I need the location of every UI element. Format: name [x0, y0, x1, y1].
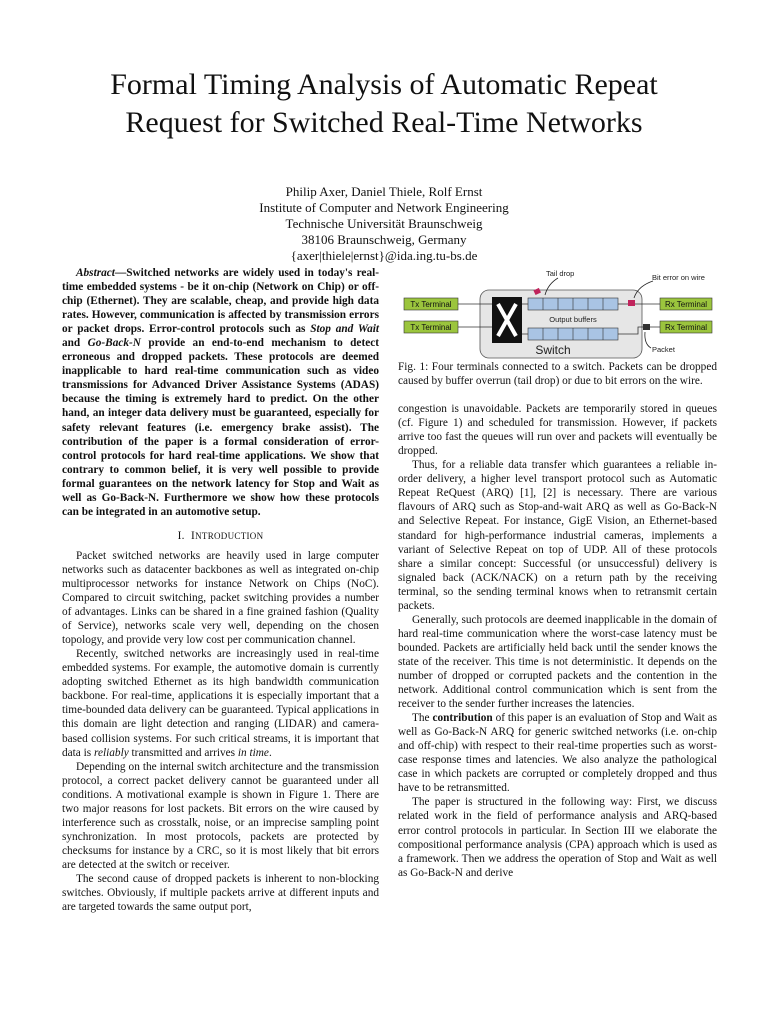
contrib-text-a: The [412, 712, 433, 725]
contribution-paragraph [398, 711, 717, 795]
abstract-text-3: provide an end-to-end mechanism to detect erroneous and dropped packets. These protocols are deemed inapplicable to hard real-time communication such as video transmissions for Advanced Driver Assistance Systems (ADAS) because the timing is extremely hard to predict. On the other hand, an integer data delivery must be guaranteed, especially for safety relevant features (i.e. emergency brake assist). The contribution of the paper is a formal consideration of error-control protocols for hard real-time applications. We show that contrary to common belief, it is very well possible to provide formal guarantees on the network latency for Stop and Wait as well as Go-Back-N. Furthermore we show how these protocols can be integrated in an automotive setup. [62, 337, 379, 518]
abstract-dash: — [114, 267, 127, 279]
left-column [62, 266, 379, 914]
right-paragraph-1: congestion is unavoidable. Packets are temporarily stored in queues (cf. Figure 1) and scheduled for transmission. However, if packets arrive too fast the queues will run over and packets will eventually be dropped. [398, 403, 717, 458]
tx-terminal-1-label: Tx Terminal [410, 300, 452, 309]
p2-italic-2: in time [237, 746, 269, 759]
title-line-2: Request for Switched Real-Time Networks [125, 106, 643, 139]
figure-1 [398, 266, 717, 360]
structure-paragraph: The paper is structured in the following way: First, we discuss related work in the field of performance analysis and ARQ-based error control protocols in particular. In Section III we elaborate the compositional performance analysis (CPA) approach which is used as a framework. Then we address the operation of Stop and Wait as well as Go-Back-N and derive [398, 796, 717, 879]
section-title-rest: NTRODUCTION [195, 530, 264, 541]
contrib-text-c: of this paper is an evaluation of Stop and Wait as well as Go-Back-N ARQ for generic switched networks (i.e. on-chip and off-chip) with respect to their real-time properties such as worst-case response times and latencies. We also analyze the pathological case in which packets are corrupted or completely dropped and thus have to be retransmitted. [398, 712, 717, 795]
packet-label: Packet [652, 345, 675, 354]
abstract [62, 266, 379, 519]
intro-paragraph-3: Depending on the internal switch architecture and the transmission protocol, a correct packet delivery cannot be guaranteed under all conditions. A motivational example is shown in Figure 1. There are two major reasons for lost packets. Bit errors on the wire caused by interference such as crosstalk, noise, or an imprecise sampling point synchronization. In most protocols, packets are protected by checksums for instance by a CRC, so it is most likely that bit errors are detected at the switch or receiver. [62, 760, 379, 871]
university: Technische Universität Braunschweig [285, 216, 483, 231]
abstract-italic-1: Stop and Wait [310, 323, 380, 336]
packet-icon [643, 324, 650, 330]
p2-text-c: . [268, 746, 272, 759]
section-number: I. [177, 529, 185, 542]
packet-on-wire-icon [628, 300, 635, 306]
abstract-text-2: and [62, 337, 88, 350]
intro-paragraph-4: The second cause of dropped packets is inherent to non-blocking switches. Obviously, if multiple packets arrive at different inputs and are targeted towards the same output port, [62, 872, 379, 914]
city: 38106 Braunschweig, Germany [301, 232, 467, 247]
output-buffers-label: Output buffers [549, 315, 597, 324]
intro-paragraph-2 [62, 647, 379, 759]
author-block [0, 184, 768, 264]
title-line-1: Formal Timing Analysis of Automatic Repeat [110, 68, 658, 101]
abstract-text-1: Switched networks are widely used in today's real-time embedded systems - be it on-chip (Network on Chip) or off-chip (Ethernet). They are scalable, cheap, and provide high data rates. However, communication is affected by transmission errors or packet drops. Error-control protocols such as [62, 267, 379, 336]
bit-error-label: Bit error on wire [652, 273, 705, 282]
abstract-label: Abstract [76, 267, 115, 279]
p2-text-b: transmitted and arrives [128, 746, 238, 759]
tail-drop-label: Tail drop [546, 269, 575, 278]
paper-title [40, 66, 728, 142]
figure-1-caption: Fig. 1: Four terminals connected to a switch. Packets can be dropped caused by buffer overrun (tail drop) or due to bit errors on the wire. [398, 361, 717, 388]
p2-text-a: Recently, switched networks are increasingly used in real-time embedded systems. For example, the automotive domain is currently adopting switched Ethernet as its high bandwidth communication backbone. For real-time, applications it is especially important that a time-bounded data delivery can be guaranteed. Typical applications in this domain are light detection and ranging (LIDAR) and camera-based collision systems. For such critical streams, it is important that data is [62, 648, 379, 759]
rx-terminal-1-label: Rx Terminal [664, 300, 708, 309]
switch-label: Switch [535, 343, 571, 357]
section-heading-introduction [62, 529, 379, 543]
right-paragraph-2: Thus, for a reliable data transfer which guarantees a reliable in-order delivery, a higher level transport protocol such as Automatic Repeat ReQuest (ARQ) [1], [2] is necessary. There are various flavours of ARQ such as Stop-and-wait ARQ as well as Go-Back-N and Selective Repeat. For instance, GigE Vision, an Ethernet-based standard for high-performance industrial cameras, implements a variant of Selective Repeat on top of UDP. All of these protocols share a similar concept: Successful (or unsuccessful) delivery is signaled back (ACK/NACK) on a return path by the receiving terminal, so the sending terminal knows when to retransmit certain packets. [398, 459, 717, 612]
email: {axer|thiele|ernst}@ida.ing.tu-bs.de [290, 248, 478, 263]
author-names: Philip Axer, Daniel Thiele, Rolf Ernst [285, 184, 483, 199]
affiliation: Institute of Computer and Network Engineering [259, 200, 509, 215]
packet-arrow [645, 332, 651, 348]
output-buffer-bottom [528, 328, 618, 340]
right-column [398, 266, 717, 880]
tx-terminal-2-label: Tx Terminal [410, 323, 452, 332]
switch-diagram [398, 266, 717, 360]
intro-paragraph-1: Packet switched networks are heavily used in large computer networks such as datacenter backbones as well as integrated on-chip multiprocessor networks for instance Network on Chips (NoC). Compared to circuit switching, packet switching provides a number of advantages. Links can be shared in a fine grained fashion (Quality of Service), networks scale very well, depending on the chosen topology, and provide very low cost per communication channel. [62, 549, 379, 647]
p2-italic-1: reliably [94, 746, 129, 759]
output-buffer-top [528, 298, 618, 310]
rx-terminal-2-label: Rx Terminal [664, 323, 708, 332]
abstract-italic-2: Go-Back-N [87, 337, 141, 350]
contrib-bold: contribution [432, 712, 493, 725]
right-paragraph-3: Generally, such protocols are deemed inapplicable in the domain of hard real-time communication where the worst-case latency must be bounded. Packets are artificially held back until the sender knows the state of the receiver. This time is not deterministic. It depends on the number of dropped or corrupted packets and the contention in the network. Additional control communication which is sent from the receiver to the sender further increases the latencies. [398, 613, 717, 711]
section-title-first: I [191, 529, 196, 542]
